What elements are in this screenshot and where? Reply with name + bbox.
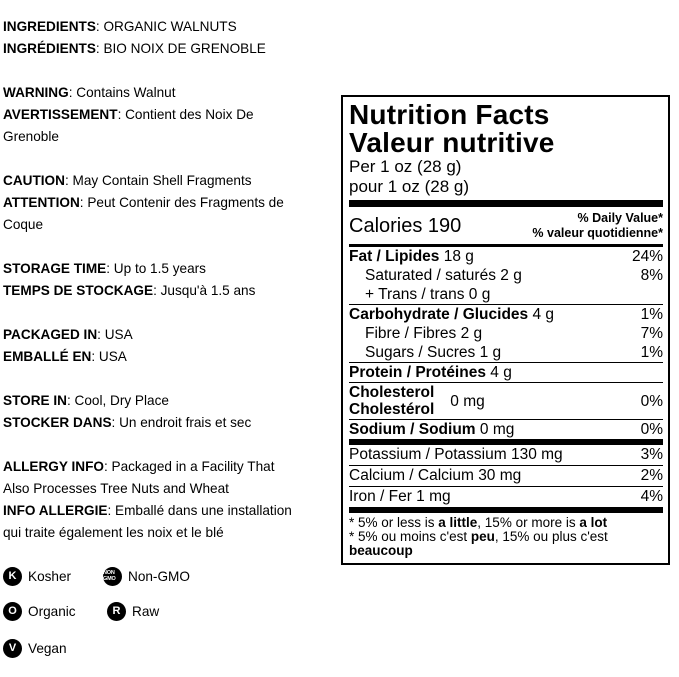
iron-row: Iron / Fer 1 mg 4% xyxy=(349,488,663,505)
store-in-en: STORE IN: Cool, Dry Place xyxy=(3,393,169,408)
vegan-badge: V Vegan xyxy=(3,639,67,658)
caution-fr: ATTENTION: Peut Contenir des Fragments de xyxy=(3,195,284,210)
nutrition-title-fr: Valeur nutritive xyxy=(349,127,555,158)
fat-row: Fat / Lipides 18 g 24% xyxy=(349,248,663,265)
carbohydrate-row: Carbohydrate / Glucides 4 g 1% xyxy=(349,306,663,323)
warning-en: WARNING: Contains Walnut xyxy=(3,85,176,100)
allergy-info-en-cont: Also Processes Tree Nuts and Wheat xyxy=(3,481,229,496)
vegan-icon: V xyxy=(3,639,22,658)
footnote xyxy=(349,513,663,558)
packaged-in-en: PACKAGED IN: USA xyxy=(3,327,133,342)
footnote-fr-cont: beaucoup xyxy=(349,543,413,558)
non-gmo-icon: NON GMO xyxy=(103,567,122,586)
nutrition-facts-panel xyxy=(341,95,670,565)
raw-badge: R Raw xyxy=(107,602,159,621)
footnote-en: * 5% or less is a little, 15% or more is a lot xyxy=(349,515,608,530)
saturated-row: Saturated / saturés 2 g 8% xyxy=(365,267,663,284)
footnote-fr: * 5% ou moins c'est peu, 15% ou plus c'est xyxy=(349,529,608,544)
non-gmo-badge: NON GMO Non-GMO xyxy=(103,569,190,584)
organic-icon: O xyxy=(3,602,22,621)
sodium-row: Sodium / Sodium 0 mg 0% xyxy=(349,421,663,438)
product-info-column xyxy=(3,16,338,544)
trans-row: + Trans / trans 0 g xyxy=(365,286,491,303)
allergy-info-en: ALLERGY INFO: Packaged in a Facility That xyxy=(3,459,275,474)
daily-value-header: % Daily Value* % valeur quotidienne* xyxy=(532,211,663,240)
raw-icon: R xyxy=(107,602,126,621)
packaged-in-fr: EMBALLÉ EN: USA xyxy=(3,349,127,364)
serving-size-fr: pour 1 oz (28 g) xyxy=(349,177,470,196)
calories-row: Calories 190 % Daily Value* % valeur quotidienne* xyxy=(349,211,663,240)
warning-fr-cont: Grenoble xyxy=(3,129,59,144)
caution-fr-cont: Coque xyxy=(3,217,44,232)
store-in-fr: STOCKER DANS: Un endroit frais et sec xyxy=(3,415,252,430)
protein-row: Protein / Protéines 4 g xyxy=(349,364,512,381)
kosher-icon: K xyxy=(3,567,22,586)
nutrition-title-en: Nutrition Facts xyxy=(349,99,550,130)
storage-time-en: STORAGE TIME: Up to 1.5 years xyxy=(3,261,206,276)
serving-size-en: Per 1 oz (28 g) xyxy=(349,157,462,176)
divider-thick xyxy=(349,200,663,207)
storage-time-fr: TEMPS DE STOCKAGE: Jusqu'à 1.5 ans xyxy=(3,283,256,298)
calcium-row: Calcium / Calcium 30 mg 2% xyxy=(349,467,663,484)
cholesterol-row: Cholesterol Cholestérol 0 mg 0% xyxy=(349,384,663,418)
potassium-row: Potassium / Potassium 130 mg 3% xyxy=(349,446,663,463)
fibre-row: Fibre / Fibres 2 g 7% xyxy=(365,325,663,342)
allergy-info-fr-cont: qui traite également les noix et le blé xyxy=(3,525,224,540)
ingredients-en: INGREDIENTS: ORGANIC WALNUTS xyxy=(3,19,237,34)
sugars-row: Sugars / Sucres 1 g 1% xyxy=(365,344,663,361)
kosher-badge: K Kosher xyxy=(3,567,71,586)
ingredients-fr: INGRÉDIENTS: BIO NOIX DE GRENOBLE xyxy=(3,41,266,56)
caution-en: CAUTION: May Contain Shell Fragments xyxy=(3,173,252,188)
warning-fr: AVERTISSEMENT: Contient des Noix De xyxy=(3,107,254,122)
allergy-info-fr: INFO ALLERGIE: Emballé dans une installation xyxy=(3,503,292,518)
organic-badge: O Organic xyxy=(3,602,76,621)
